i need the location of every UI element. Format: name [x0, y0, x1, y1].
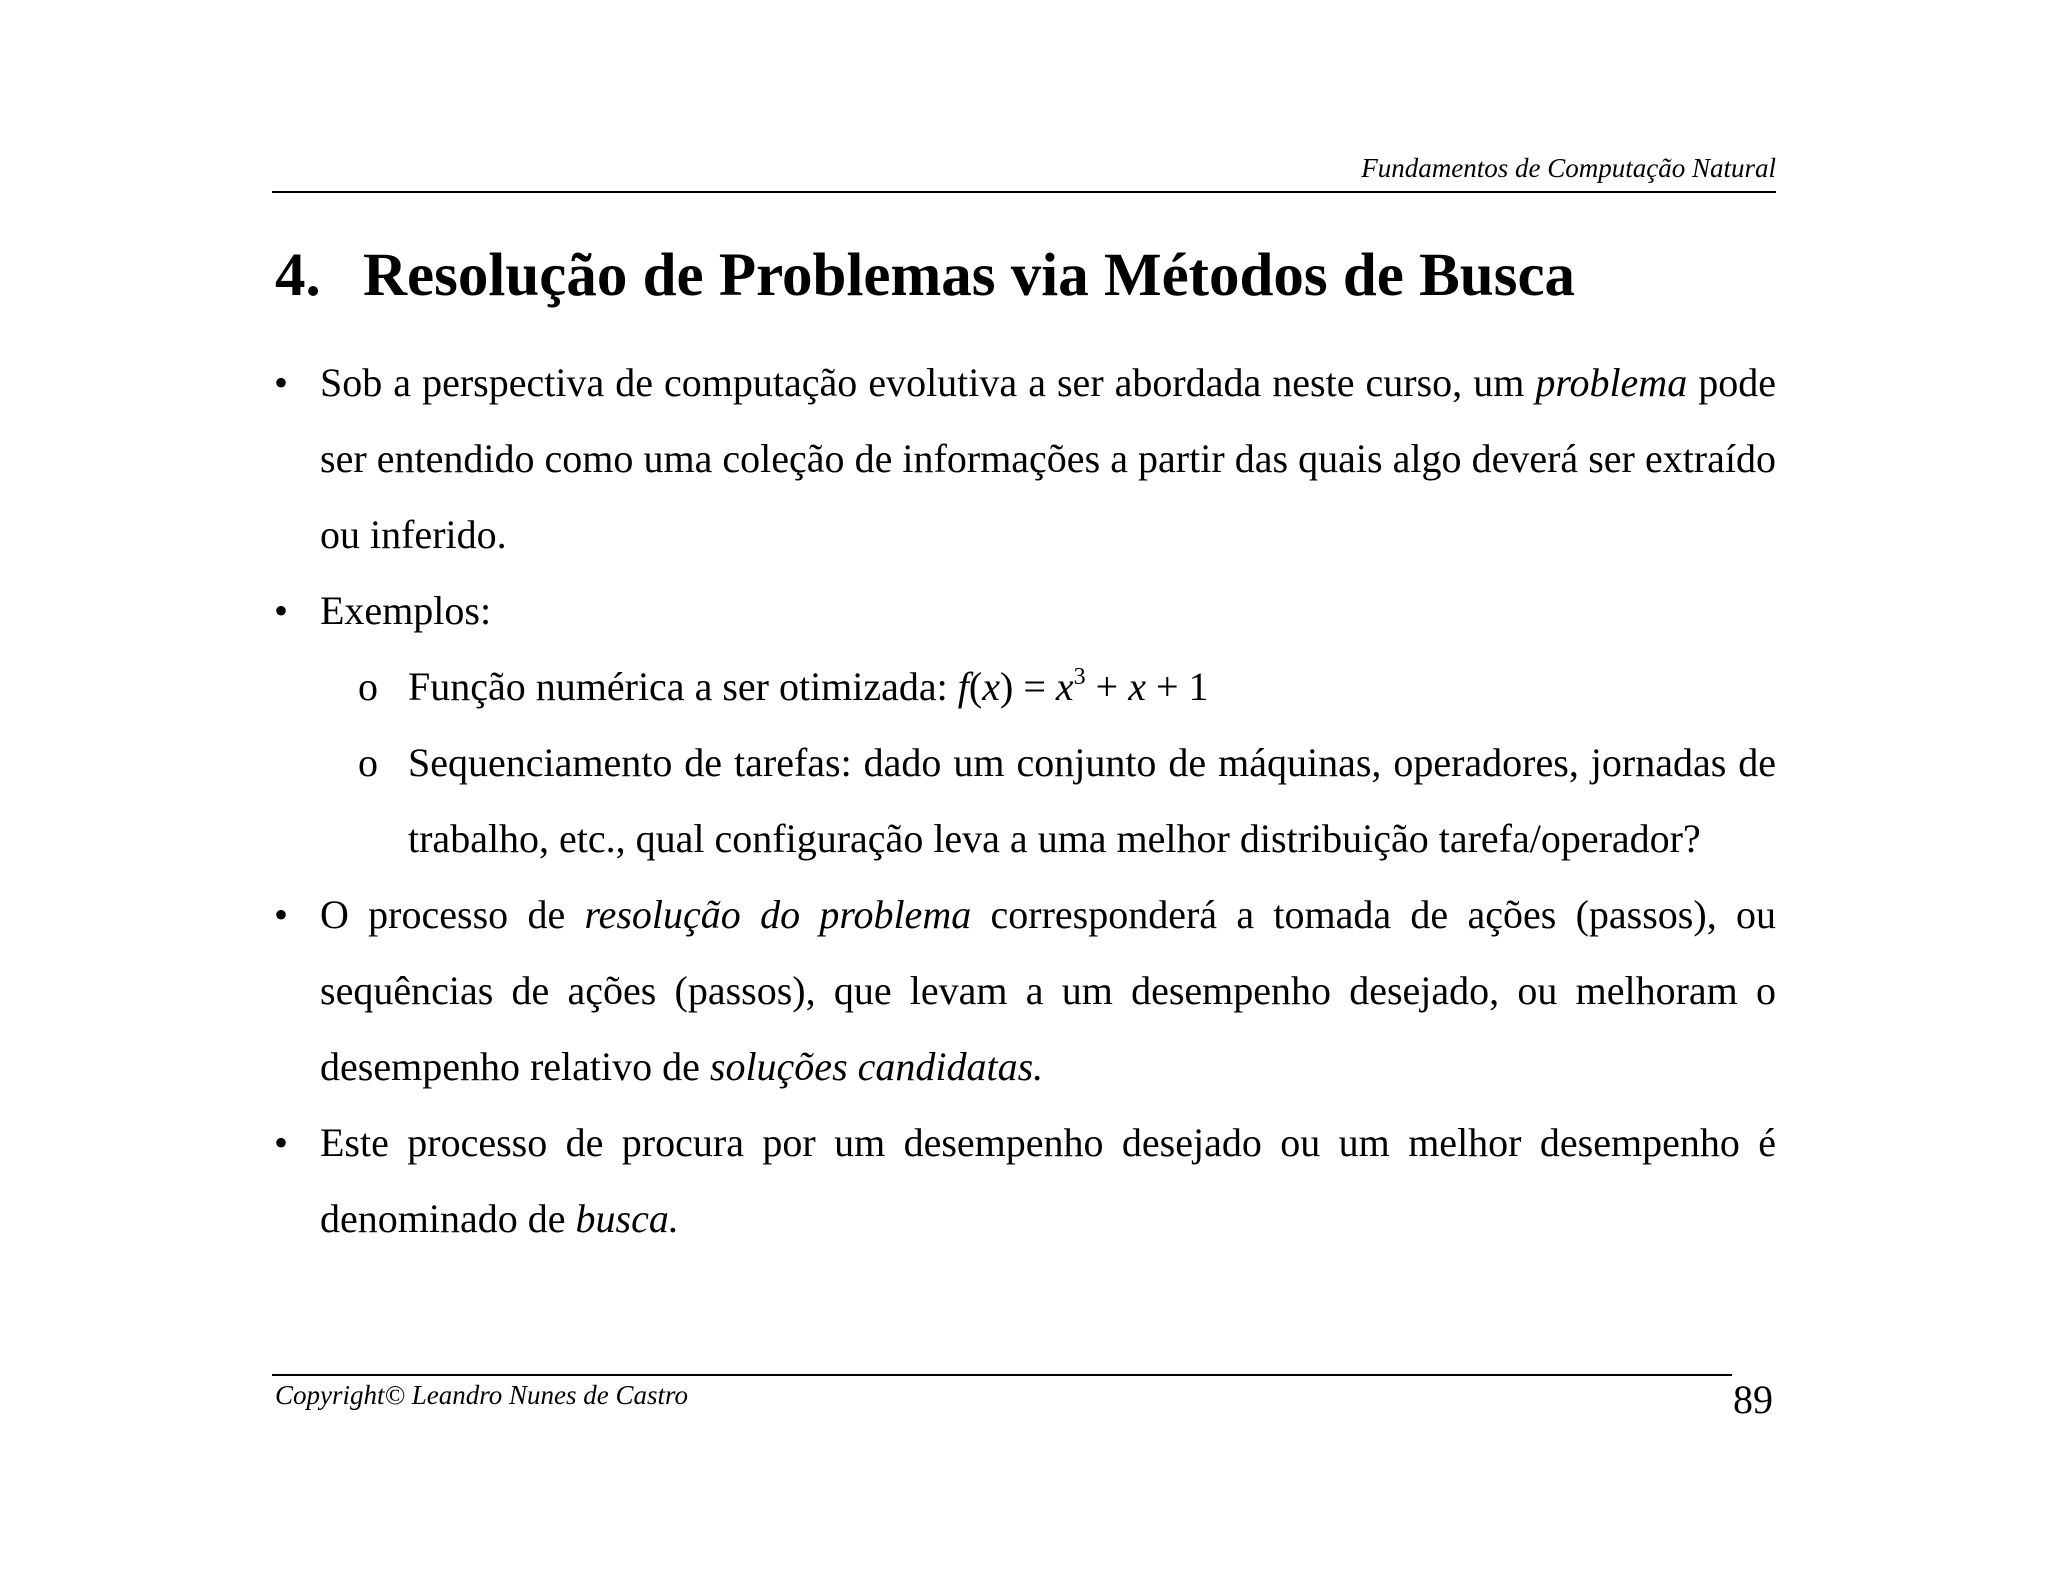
emphasis-busca: busca.: [575, 1196, 679, 1241]
bullet-text: Exemplos:: [320, 588, 492, 633]
sub-bullet-marker: o: [358, 664, 378, 709]
bullet-marker: •: [274, 360, 289, 405]
bullet-marker: •: [274, 892, 289, 937]
section-heading: [275, 242, 1575, 309]
page-number: 89: [1733, 1377, 1773, 1422]
bullet-resolution-process: [270, 877, 1776, 1105]
footer-copyright: Copyright© Leandro Nunes de Castro: [275, 1380, 689, 1410]
sub-item-function: [358, 649, 1776, 725]
section-number: 4.: [275, 242, 321, 309]
bullet-text: Este processo de procura por um desempenho desejado ou um melhor desempenho é denominado de: [320, 1120, 1776, 1241]
sub-bullet-marker: o: [358, 740, 378, 785]
bullet-text: Sob a perspectiva de computação evolutiva a ser abordada neste curso, um: [320, 360, 1536, 405]
bullet-text: corresponderá a tomada de ações (passos), ou sequências de ações (passos), que levam a um desempenho desejado, ou melhoram o desempenho relativo de: [320, 892, 1776, 1089]
body-content: [270, 345, 1776, 1257]
footer-rule: [272, 1374, 1732, 1376]
running-header: Fundamentos de Computação Natural: [1361, 153, 1776, 183]
emphasis-resolucao: resolução do problema: [584, 892, 972, 937]
sub-item-text: Sequenciamento de tarefas: dado um conjunto de máquinas, operadores, jornadas de trabalho, etc., qual configuração leva a uma melhor distribuição tarefa/operador?: [408, 740, 1776, 861]
formula: $f(x) = x^3 + x + 1$: [957, 664, 1209, 709]
sub-item-text: Função numérica a ser otimizada:: [408, 664, 958, 709]
emphasis-solucoes: soluções candidatas.: [709, 1044, 1044, 1089]
bullet-marker: •: [274, 1120, 289, 1165]
bullet-text: pode ser entendido como uma coleção de informações a partir das quais algo deverá ser extraído ou inferido.: [320, 360, 1776, 557]
bullet-examples: [270, 573, 1776, 649]
bullet-marker: •: [274, 588, 289, 633]
emphasis-problema: problema: [1535, 360, 1688, 405]
sub-item-scheduling: [358, 725, 1776, 877]
header-rule: [272, 191, 1776, 193]
bullet-text: O processo de: [320, 892, 585, 937]
section-title: Resolução de Problemas via Métodos de Busca: [363, 242, 1576, 309]
bullet-search-definition: [270, 1105, 1776, 1257]
bullet-problem-definition: [270, 345, 1776, 573]
